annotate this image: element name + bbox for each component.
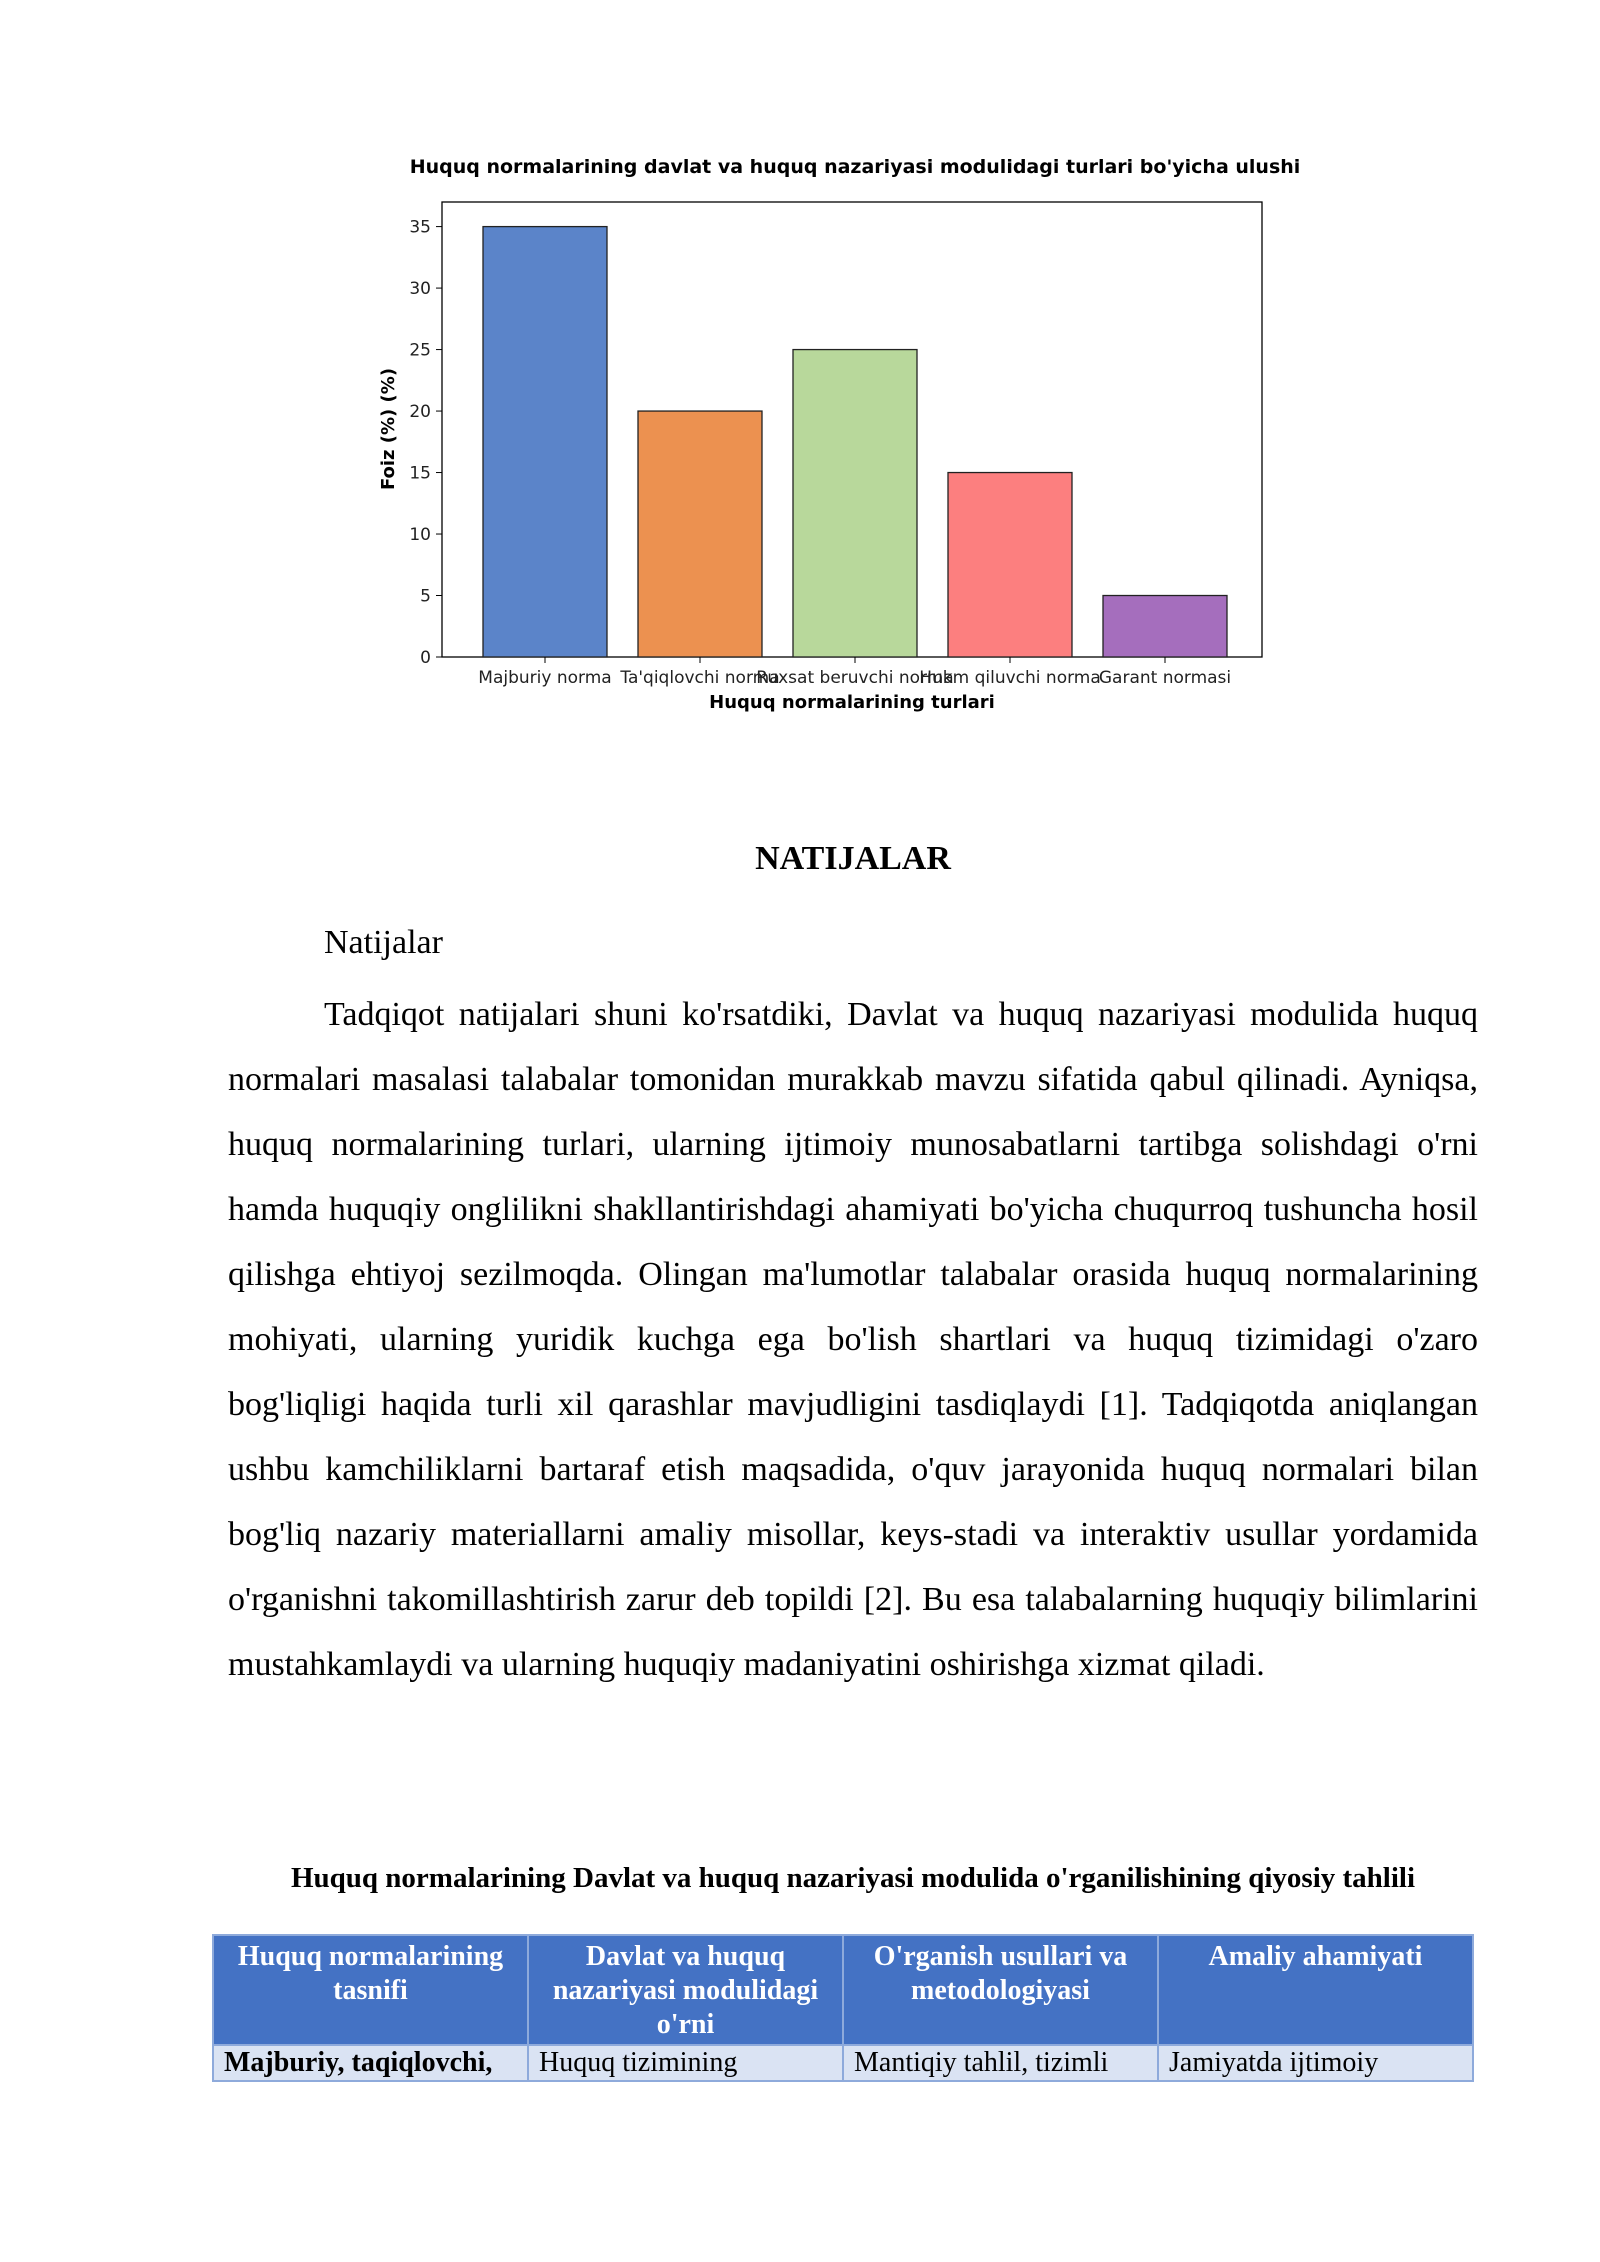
comparison-table xyxy=(212,1934,1474,2082)
y-axis-ticks xyxy=(409,218,442,668)
table-cell: Huquq tizimining xyxy=(528,2045,843,2081)
bar-2 xyxy=(638,411,762,657)
y-tick-label: 20 xyxy=(409,402,431,423)
x-tick-label: Hukm qiluvchi norma xyxy=(919,668,1101,688)
subheading: Natijalar xyxy=(324,924,443,961)
body-paragraph: Tadqiqot natijalari shuni ko'rsatdiki, Davlat va huquq nazariyasi modulida huquq normalari masalasi talabalar tomonidan murakkab mavzu sifatida qabul qilinadi. Ayniqsa, huquq normalarining turlari, ularning ijtimoiy munosabatlarni tartibga solishdagi o'rni hamda huquqiy onglilikni shakllantirishdagi ahamiyati bo'yicha chuqurroq tushuncha hosil qilishga ehtiyoj sezilmoqda. Olingan ma'lumotlar talabalar orasida huquq normalarining mohiyati, ularning yuridik kuchga ega bo'lish shartlari va huquq tizimidagi o'zaro bog'liqligi haqida turli xil qarashlar mavjudligini tasdiqlaydi [1]. Tadqiqotda aniqlangan ushbu kamchiliklarni bartaraf etish maqsadida, o'quv jarayonida huquq normalari bilan bog'liq nazariy materiallarni amaliy misollar, keys-stadi va interaktiv usullar yordamida o'rganishni takomillashtirish zarur deb topildi [2]. Bu esa talabalarning huquqiy bilimlarini mustahkamlaydi va ularning huquqiy madaniyatini oshirishga xizmat qiladi. xyxy=(228,996,1478,1683)
bar-chart-svg xyxy=(360,150,1340,730)
bar-1 xyxy=(483,227,607,657)
bars-layer xyxy=(483,227,1227,657)
x-tick-label: Garant normasi xyxy=(1098,668,1232,688)
table-cell: Majburiy, taqiqlovchi, xyxy=(213,2045,528,2081)
bar-3 xyxy=(793,350,917,657)
bar-5 xyxy=(1103,596,1227,657)
table-caption: Huquq normalarining Davlat va huquq nazariyasi modulida o'rganilishining qiyosiy tahlili xyxy=(290,1862,1416,1894)
x-tick-label: Ruxsat beruvchi norma xyxy=(756,668,954,688)
x-tick-label: Ta'qiqlovchi norma xyxy=(620,668,780,688)
x-axis-ticks xyxy=(478,657,1231,688)
table-cell: Jamiyatda ijtimoiy xyxy=(1158,2045,1473,2081)
table-header-cell: O'rganish usullari va metodologiyasi xyxy=(843,1935,1158,2045)
y-tick-label: 35 xyxy=(409,217,431,238)
chart-title: Huquq normalarining davlat va huquq nazariyasi modulidagi turlari bo'yicha ulushi xyxy=(409,156,1301,178)
x-axis-label: Huquq normalarining turlari xyxy=(709,692,995,713)
table-header-row xyxy=(213,1935,1473,2045)
section-heading: NATIJALAR xyxy=(755,840,951,877)
y-tick-label: 0 xyxy=(420,648,431,668)
bar-chart xyxy=(360,150,1340,730)
bar-4 xyxy=(948,473,1072,657)
y-tick-label: 30 xyxy=(409,279,431,300)
table-header-cell: Davlat va huquq nazariyasi modulidagi o'rni xyxy=(528,1935,843,2045)
y-tick-label: 10 xyxy=(409,525,431,546)
y-tick-label: 15 xyxy=(409,463,431,484)
table-cell: Mantiqiy tahlil, tizimli xyxy=(843,2045,1158,2081)
y-tick-label: 25 xyxy=(409,340,431,361)
y-axis-label: Foiz (%) (%) xyxy=(378,367,399,491)
table-header-cell: Huquq normalarining tasnifi xyxy=(213,1935,528,2045)
table-row xyxy=(213,2045,1473,2081)
x-tick-label: Majburiy norma xyxy=(478,668,612,688)
table-header-cell: Amaliy ahamiyati xyxy=(1158,1935,1473,2045)
y-tick-label: 5 xyxy=(420,586,431,607)
